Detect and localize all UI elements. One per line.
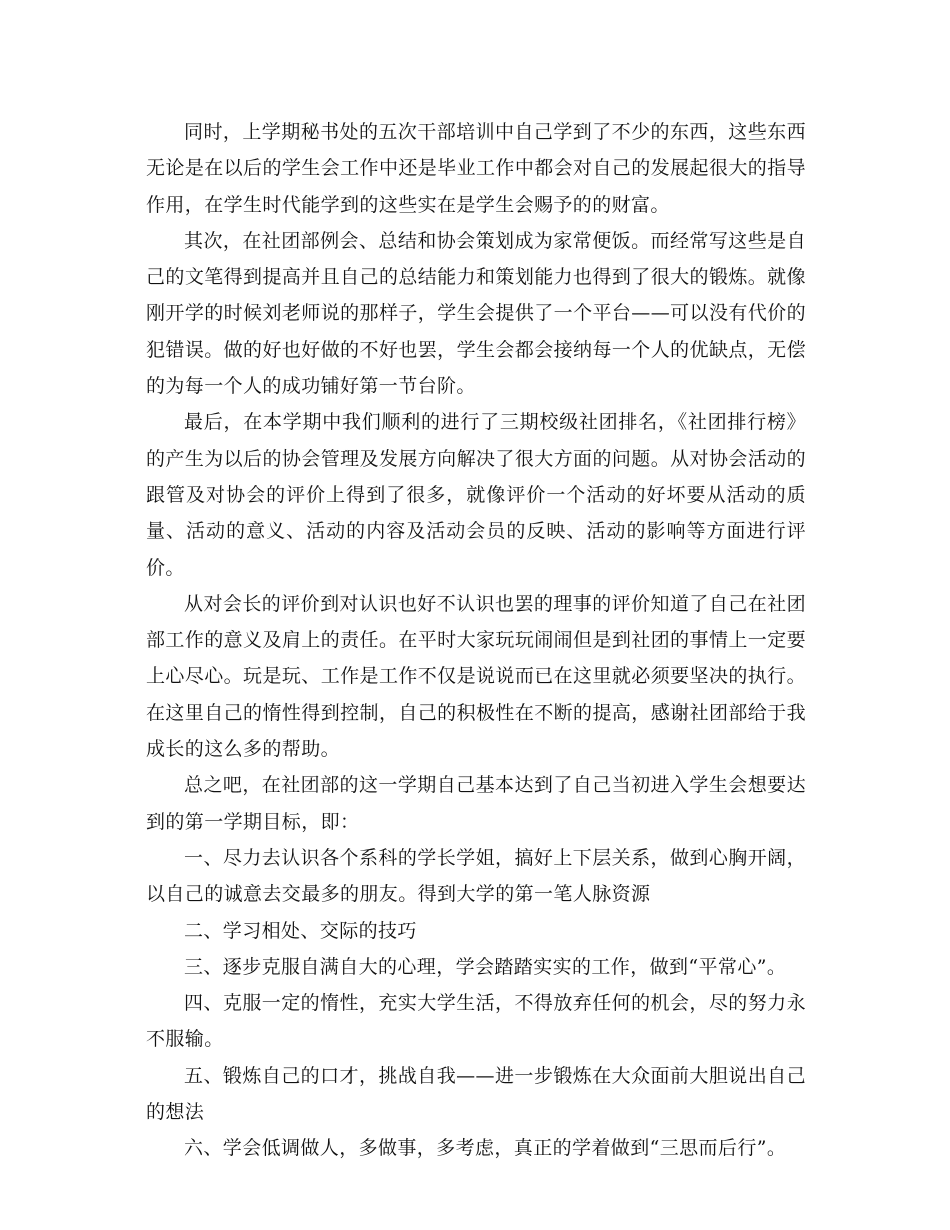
paragraph-club-meetings: 其次，在社团部例会、总结和协会策划成为家常便饭。而经常写这些是自己的文笔得到提高并且自己的总结能力和策划能力也得到了很大的锻炼。就像刚开学的时候刘老师说的那样子，学生会提供了一个平台——可以没有代价的犯错误。做的好也好做的不好也罢，学生会都会接纳每一个人的优缺点，无偿的为每一个人的成功铺好第一节台阶。 <box>146 229 806 398</box>
document-body <box>146 114 806 1167</box>
list-item-goal-1: 一、尽力去认识各个系科的学长学姐，搞好上下层关系，做到心胸开阔，以自己的诚意去交最多的朋友。得到大学的第一笔人脉资源 <box>146 846 806 906</box>
paragraph-evaluation: 从对会长的评价到对认识也好不认识也罢的理事的评价知道了自己在社团部工作的意义及肩上的责任。在平时大家玩玩闹闹但是到社团的事情上一定要上心尽心。玩是玩、工作是工作不仅是说说而已在这里就必须要坚决的执行。在这里自己的惰性得到控制，自己的积极性在不断的提高，感谢社团部给于我成长的这么多的帮助。 <box>146 592 806 761</box>
paragraph-training: 同时，上学期秘书处的五次干部培训中自己学到了不少的东西，这些东西无论是在以后的学生会工作中还是毕业工作中都会对自己的发展起很大的指导作用，在学生时代能学到的这些实在是学生会赐予的的财富。 <box>146 121 806 216</box>
list-item-goal-3: 三、逐步克服自满自大的心理，学会踏踏实实的工作，做到“平常心”。 <box>184 955 787 978</box>
list-item-goal-6: 六、学会低调做人，多做事，多考虑，真正的学着做到“三思而后行”。 <box>184 1137 787 1160</box>
list-item-goal-4: 四、克服一定的惰性，充实大学生活，不得放弃任何的机会，尽的努力永不服输。 <box>146 992 806 1051</box>
list-item-goal-2: 二、学习相处、交际的技巧 <box>184 919 417 942</box>
paragraph-club-ranking: 最后，在本学期中我们顺利的进行了三期校级社团排名，《社团排行榜》的产生为以后的协会管理及发展方向解决了很大方面的问题。从对协会活动的跟管及对协会的评价上得到了很多，就像评价一个活动的好坏要从活动的质量、活动的意义、活动的内容及活动会员的反映、活动的影响等方面进行评价。 <box>146 411 806 579</box>
list-item-goal-5: 五、锻炼自己的口才，挑战自我——进一步锻炼在大众面前大胆说出自己的想法 <box>146 1064 806 1124</box>
paragraph-summary: 总之吧，在社团部的这一学期自己基本达到了自己当初进入学生会想要达到的第一学期目标，即： <box>146 774 806 833</box>
